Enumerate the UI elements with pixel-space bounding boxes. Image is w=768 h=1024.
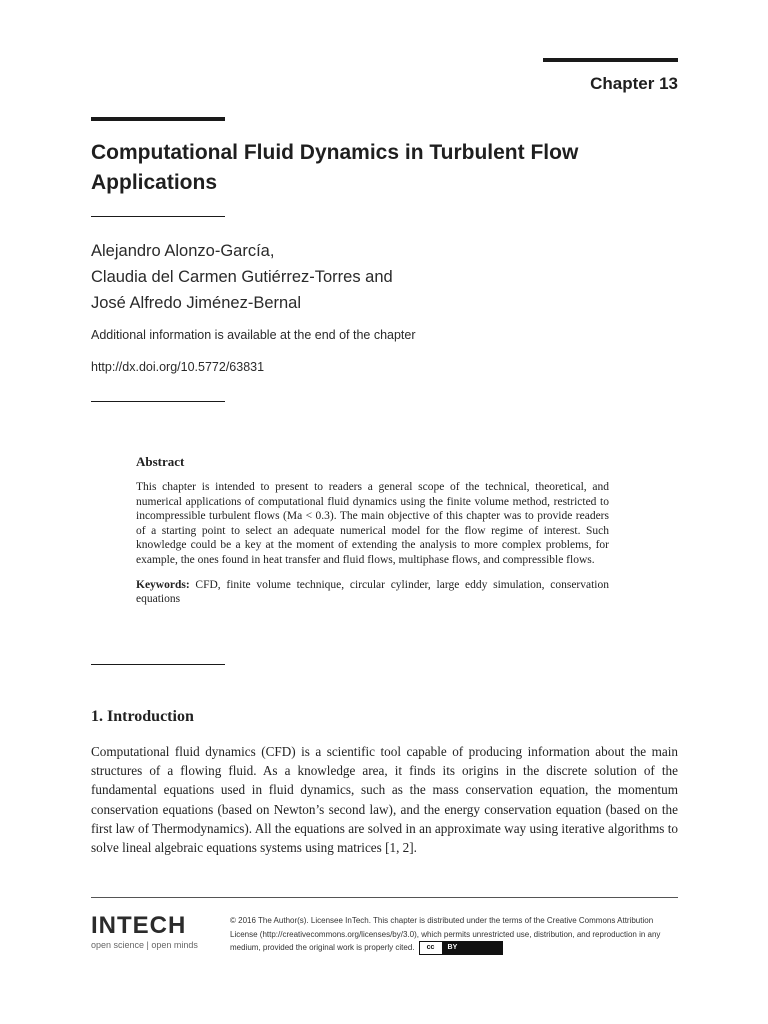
abstract-divider bbox=[91, 664, 225, 665]
author-line: Claudia del Carmen Gutiérrez-Torres and bbox=[91, 268, 393, 286]
intro-paragraph: Computational fluid dynamics (CFD) is a scientific tool capable of producing information about the main structures of a flowing fluid. As a knowledge area, it finds its origins in the discrete solution of the fundamental equations used in fluid dynamics, such as the mass conservation equation, the momentum conservation equations (based on Newton’s second law), and the energy conservation equation (based on the first law of Thermodynamics). All the equations are solved in an approximate way using iterative algorithms to solve lineal algebraic equations systems using matrices [1, 2]. bbox=[91, 744, 678, 856]
intech-logo: INTECH bbox=[91, 912, 187, 939]
doi-link[interactable]: http://dx.doi.org/10.5772/63831 bbox=[91, 360, 265, 374]
abstract-heading: Abstract bbox=[136, 454, 185, 469]
title-divider bbox=[91, 216, 225, 217]
doi-divider bbox=[91, 401, 225, 402]
license-statement: © 2016 The Author(s). Licensee InTech. This chapter is distributed under the terms of the Creative Commons Attribution License (http://creativecommons.org/licenses/by/3.0), which permits unrestricted use, distribution, and reproduction in any medium, provided the original work is properly cited. bbox=[230, 916, 661, 953]
logo-tagline: open science | open minds bbox=[91, 940, 198, 950]
additional-info: Additional information is available at the end of the chapter bbox=[91, 328, 416, 342]
cc-by-badge bbox=[419, 941, 503, 955]
keywords bbox=[136, 578, 609, 607]
abstract-block bbox=[136, 454, 609, 607]
keywords-text: CFD, finite volume technique, circular cylinder, large eddy simulation, conservation equations bbox=[136, 578, 609, 606]
chapter-title: Computational Fluid Dynamics in Turbulent Flow Applications bbox=[91, 141, 579, 194]
license-text bbox=[230, 914, 680, 955]
section-heading: 1. Introduction bbox=[91, 708, 194, 725]
chapter-label: Chapter 13 bbox=[590, 74, 678, 93]
keywords-label: Keywords: bbox=[136, 578, 190, 591]
by-label: BY bbox=[442, 942, 502, 954]
author-list bbox=[91, 238, 393, 316]
title-rule bbox=[91, 117, 225, 121]
abstract-body: This chapter is intended to present to readers a general scope of the technical, theoretical, and numerical applications of computational fluid dynamics using the finite volume method, restricted to incompressible turbulent flows (Ma < 0.3). The main objective of this chapter was to provide readers of a starting point to select an adequate numerical model for the flow regime of interest. Such knowledge could be a key at the moment of extending the analysis to more complex problems, for example, the ones found in heat transfer and fluid flows, multiphase flows, and compressible flows. bbox=[136, 481, 609, 566]
chapter-rule bbox=[543, 58, 678, 62]
cc-icon: cc bbox=[420, 942, 442, 954]
author-line: José Alfredo Jiménez-Bernal bbox=[91, 294, 302, 312]
author-line: Alejandro Alonzo-García, bbox=[91, 242, 275, 260]
footer-rule bbox=[91, 897, 678, 898]
